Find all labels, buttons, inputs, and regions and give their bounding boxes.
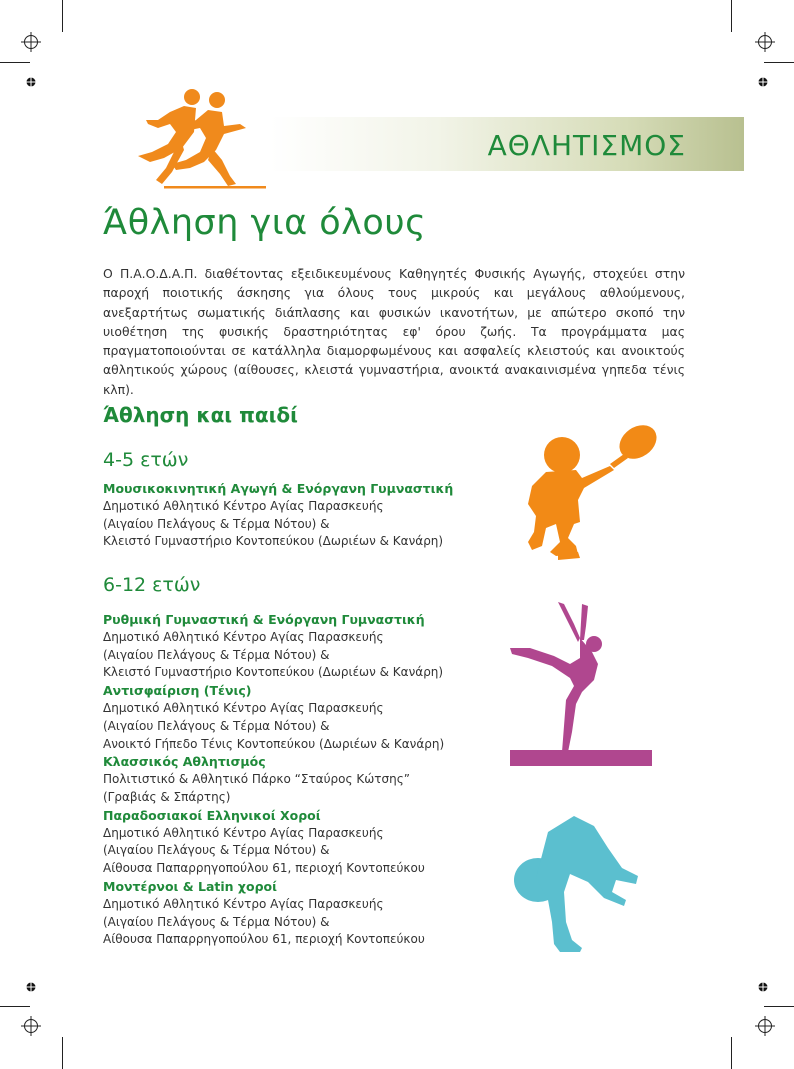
registration-dot-icon — [26, 982, 36, 992]
activity-name: Ρυθμική Γυμναστική & Ενόργανη Γυμναστική — [103, 612, 425, 627]
venue-line: (Γραβιάς & Σπάρτης) — [103, 789, 231, 804]
venue-line: Δημοτικό Αθλητικό Κέντρο Αγίας Παρασκευής — [103, 825, 384, 840]
handstand-child-icon — [508, 812, 644, 962]
activity-name: Μουσικοκινητική Αγωγή & Ενόργανη Γυμναστική — [103, 481, 454, 496]
registration-mark-icon — [21, 1016, 41, 1036]
crop-mark — [62, 1037, 63, 1069]
venue-line: Δημοτικό Αθλητικό Κέντρο Αγίας Παρασκευής — [103, 700, 384, 715]
section-heading: Άθληση και παιδί — [103, 403, 298, 427]
crop-mark — [764, 1006, 794, 1007]
crop-mark — [62, 0, 63, 32]
registration-mark-icon — [755, 32, 775, 52]
page-title: Άθληση για όλους — [103, 203, 427, 243]
venue-line: (Αιγαίου Πελάγους & Τέρμα Νότου) & — [103, 914, 330, 929]
venue-line: Δημοτικό Αθλητικό Κέντρο Αγίας Παρασκευής — [103, 498, 384, 513]
venue-line: Δημοτικό Αθλητικό Κέντρο Αγίας Παρασκευής — [103, 896, 384, 911]
tennis-child-icon — [520, 420, 660, 566]
crop-mark — [731, 1037, 732, 1069]
age-group-heading: 4-5 ετών — [103, 449, 189, 471]
crop-mark — [0, 62, 30, 63]
section-banner — [270, 117, 744, 171]
venue-line: (Αιγαίου Πελάγους & Τέρμα Νότου) & — [103, 647, 330, 662]
intro-paragraph: Ο Π.Α.Ο.Δ.Α.Π. διαθέτοντας εξειδικευμένους Καθηγητές Φυσικής Αγωγής, στοχεύει στην παροχή ποιοτικής άσκησης για όλους τους μικρούς και μεγάλους αθλούμενους, ανεξαρτήτως σωματικής διάπλασης και φυσικών ικανοτήτων, με απώτερο σκοπό την υιοθέτηση της φυσικής δραστηριότητας εφ' όρου ζωής. Τα προγράμματα μας πραγματοποιούνται σε κατάλληλα διαμορφωμένους και ασφαλείς κλειστούς και ανοικτούς αθλητικούς χώρους (αίθουσες, κλειστά γυμναστήρια, ανοικτά ανακαινισμένα γηπεδα τένις κλπ). — [103, 266, 685, 397]
program-block — [103, 480, 463, 551]
venue-line: Πολιτιστικό & Αθλητικό Πάρκο “Σταύρος Κώτσης” — [103, 772, 410, 787]
venue-line: Δημοτικό Αθλητικό Κέντρο Αγίας Παρασκευής — [103, 629, 384, 644]
venue-line: Αίθουσα Παπαρρηγοπούλου 61, περιοχή Κοντοπεύκου — [103, 932, 425, 947]
registration-dot-icon — [758, 77, 768, 87]
venue-line: (Αιγαίου Πελάγους & Τέρμα Νότου) & — [103, 843, 330, 858]
venue-line: Κλειστό Γυμναστήριο Κοντοπεύκου (Δωριέων & Κανάρη) — [103, 665, 444, 680]
section-title: ΑΘΛΗΤΙΣΜΟΣ — [487, 129, 686, 162]
activity-name: Μοντέρνοι & Latin χοροί — [103, 878, 277, 894]
program-block — [103, 611, 463, 949]
registration-mark-icon — [21, 32, 41, 52]
registration-dot-icon — [26, 77, 36, 87]
venue-line: Ανοικτό Γήπεδο Τένις Κοντοπεύκου (Δωριέων & Κανάρη) — [103, 736, 445, 751]
age-group-heading: 6-12 ετών — [103, 574, 201, 596]
gymnast-icon — [508, 600, 654, 768]
registration-dot-icon — [758, 982, 768, 992]
activity-name: Κλασσικός Αθλητισμός — [103, 754, 266, 770]
crop-mark — [731, 0, 732, 32]
registration-mark-icon — [755, 1016, 775, 1036]
venue-line: (Αιγαίου Πελάγους & Τέρμα Νότου) & — [103, 718, 330, 733]
runners-icon — [124, 88, 266, 190]
activity-name: Παραδοσιακοί Ελληνικοί Χοροί — [103, 807, 321, 823]
venue-line: Κλειστό Γυμναστήριο Κοντοπεύκου (Δωριέων & Κανάρη) — [103, 534, 444, 549]
activity-name: Αντισφαίριση (Τένις) — [103, 683, 252, 699]
crop-mark — [0, 1006, 30, 1007]
venue-line: Αίθουσα Παπαρρηγοπούλου 61, περιοχή Κοντοπεύκου — [103, 861, 425, 876]
venue-line: (Αιγαίου Πελάγους & Τέρμα Νότου) & — [103, 516, 330, 531]
crop-mark — [764, 62, 794, 63]
